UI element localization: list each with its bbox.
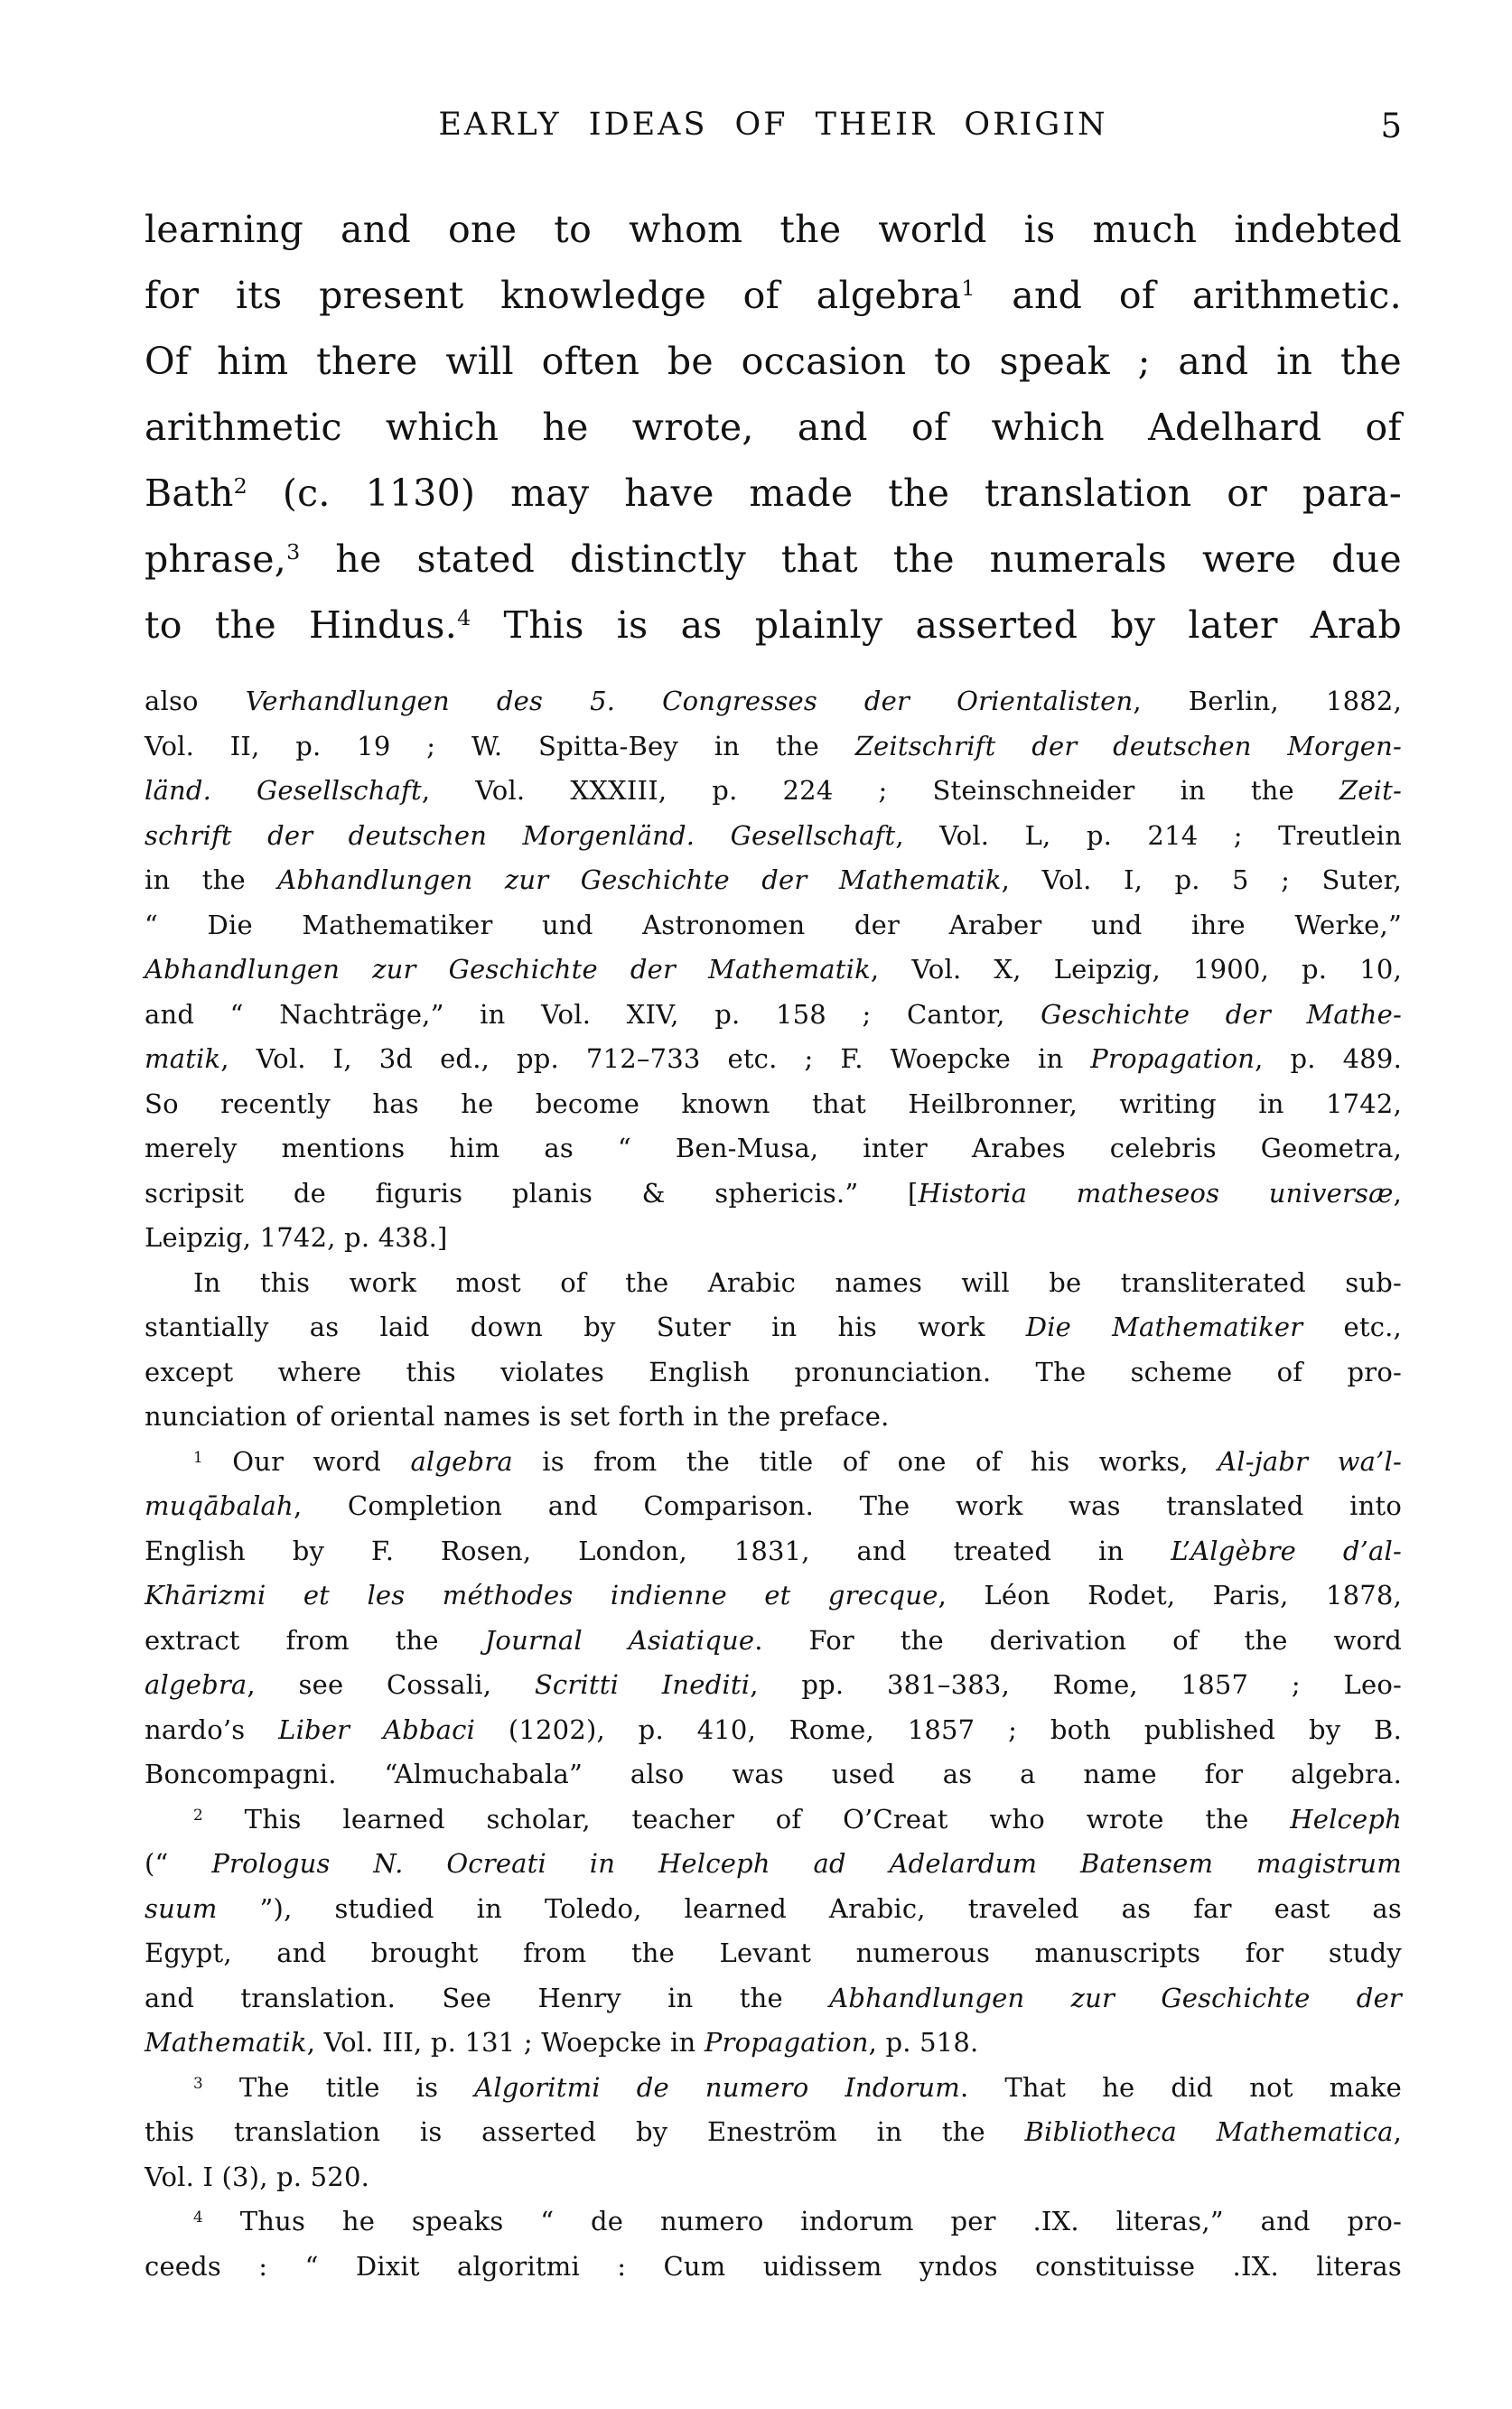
text-line [145, 1573, 1402, 1619]
text-line [145, 1440, 1402, 1485]
text-run: Boncompagni. “Almuchabala” also was used as a name for algebra. [145, 1759, 1402, 1789]
text-line [145, 948, 1402, 993]
text-run: Our word [202, 1445, 411, 1477]
italic-text: matik [145, 1043, 221, 1074]
text-run: nunciation of oriental names is set forth in the preface. [145, 1401, 890, 1432]
text-run: stantially as laid down by Suter in his work [145, 1312, 1026, 1342]
text-line [145, 1126, 1402, 1172]
text-run: . That he did not make [959, 2071, 1402, 2103]
italic-text: Zeit- [1339, 775, 1402, 806]
text-run: nardo’s [145, 1713, 279, 1745]
text-line [145, 1395, 1402, 1440]
text-run: , see Cossali, [247, 1669, 535, 1700]
text-run: (“ [145, 1848, 212, 1879]
italic-text: algebra [145, 1669, 247, 1700]
main-text [145, 197, 1402, 658]
footnote-reference: 4 [193, 2208, 203, 2226]
footnote-reference: 2 [233, 473, 248, 499]
italic-text: Verhandlungen des 5. Congresses der Orientalisten [245, 686, 1134, 716]
text-run: scripsit de figuris planis & sphericis.” [ [145, 1177, 919, 1209]
text-line [145, 1752, 1402, 1797]
italic-text: Scritti Inediti [534, 1669, 751, 1700]
text-line [145, 2021, 1402, 2066]
italic-text: Bibliotheca Mathematica [1024, 2116, 1394, 2147]
italic-text: Historia matheseos universæ [918, 1177, 1394, 1209]
text-run: English by F. Rosen, London, 1831, and treated in [145, 1535, 1171, 1566]
italic-text: L’Algèbre d’al- [1171, 1535, 1402, 1566]
italic-text: Propagation [1090, 1043, 1255, 1074]
text-line [145, 1663, 1402, 1708]
italic-text: muqābalah [145, 1490, 294, 1521]
text-run: (1202), p. 410, Rome, 1857 ; both published by B. [475, 1713, 1402, 1745]
text-run: is from the title of one of his works, [512, 1445, 1218, 1477]
text-line [145, 679, 1402, 724]
text-line [145, 2066, 1402, 2111]
text-line [145, 1172, 1402, 1217]
italic-text: Al-jabr wa’l- [1218, 1445, 1402, 1477]
text-line [145, 1708, 1402, 1753]
text-run: “ Die Mathematiker und Astronomen der Araber und ihre Werke,” [145, 909, 1402, 940]
text-run: learning and one to whom the world is much indebted [145, 208, 1402, 251]
footnote-reference: 2 [193, 1805, 203, 1824]
italic-text: Abhandlungen zur Geschichte der [829, 1982, 1402, 2013]
text-run: merely mentions him as “ Ben-Musa, inter Arabes celebris Geometra, [145, 1133, 1402, 1163]
text-run: also [145, 686, 246, 716]
text-run: Thus he speaks “ de numero indorum per .IX. literas,” and pro- [202, 2206, 1402, 2236]
italic-text: länd. Gesellschaft [145, 775, 422, 806]
text-line [145, 858, 1402, 903]
text-run: for its present knowledge of algebra [145, 274, 962, 317]
text-line [145, 1931, 1402, 1976]
text-line [145, 903, 1402, 948]
text-line [145, 263, 1402, 329]
text-run: In this work most of the Arabic names will be transliterated sub- [193, 1266, 1402, 1298]
italic-text: Liber Abbaci [278, 1713, 476, 1745]
footnote-reference: 4 [457, 605, 471, 630]
text-run: This learned scholar, teacher of O’Creat who wrote the [202, 1803, 1291, 1835]
text-run: , p. 489. [1255, 1043, 1402, 1074]
text-line [145, 1216, 1402, 1261]
text-run: extract from the [145, 1624, 485, 1656]
text-line [145, 814, 1402, 859]
text-line [145, 993, 1402, 1038]
text-line [145, 593, 1402, 658]
text-line [145, 2155, 1402, 2200]
text-run: , Berlin, 1882, [1133, 686, 1402, 716]
text-line [145, 1842, 1402, 1887]
italic-text: Helceph [1290, 1803, 1402, 1835]
text-run: , p. 518. [868, 2027, 979, 2058]
text-line [145, 1976, 1402, 2022]
text-run: , [1393, 2116, 1402, 2147]
text-run: , Vol. L, p. 214 ; Treutlein [895, 819, 1402, 851]
text-run: (c. 1130) may have made the translation or para- [247, 472, 1402, 515]
text-run: ”), studied in Toledo, learned Arabic, traveled as far east as [217, 1892, 1402, 1924]
text-run: , Léon Rodet, Paris, 1878, [938, 1580, 1402, 1611]
running-head-title: EARLY IDEAS OF THEIR ORIGIN [438, 107, 1108, 143]
text-line [145, 329, 1402, 395]
italic-text: Algoritmi de numero Indorum [474, 2071, 960, 2103]
italic-text: algebra [410, 1445, 513, 1477]
text-run: phrase, [145, 537, 287, 581]
italic-text: Mathematik [145, 2027, 307, 2058]
italic-text: suum [145, 1892, 218, 1924]
italic-text: Prologus N. Ocreati in Helceph ad Adelardum Batensem magistrum [211, 1848, 1402, 1879]
text-run: , Vol. I, 3d ed., pp. 712–733 etc. ; F. Woepcke in [220, 1043, 1091, 1074]
text-run: So recently has he become known that Heilbronner, writing in 1742, [145, 1088, 1402, 1119]
text-line [145, 197, 1402, 263]
text-run: . For the derivation of the word [754, 1624, 1402, 1656]
italic-text: Propagation [704, 2027, 869, 2058]
text-run: , Completion and Comparison. The work was translated into [293, 1490, 1402, 1521]
text-run: Bath [145, 472, 234, 515]
text-line [145, 1887, 1402, 1932]
text-run: arithmetic which he wrote, and of which Adelhard of [145, 406, 1402, 449]
text-run: and “ Nachträge,” in Vol. XIV, p. 158 ; Cantor, [145, 998, 1041, 1030]
text-line [145, 461, 1402, 527]
text-line [145, 527, 1402, 593]
text-line [145, 1797, 1402, 1843]
text-run: he stated distinctly that the numerals were due [300, 537, 1402, 581]
text-run: in the [145, 864, 278, 895]
text-run: , pp. 381–383, Rome, 1857 ; Leo- [750, 1669, 1402, 1700]
italic-text: Journal Asiatique [484, 1624, 755, 1656]
text-line [145, 1261, 1402, 1306]
text-line [145, 1305, 1402, 1350]
italic-text: schrift der deutschen Morgenländ. Gesellschaft [145, 819, 896, 851]
text-line [145, 1529, 1402, 1574]
italic-text: Zeitschrift der deutschen Morgen- [854, 730, 1402, 761]
text-run: , Vol. III, p. 131 ; Woepcke in [306, 2027, 705, 2058]
italic-text: Abhandlungen zur Geschichte der Mathematik [145, 954, 871, 985]
text-run: this translation is asserted by Eneström in the [145, 2116, 1025, 2147]
text-run: The title is [202, 2071, 475, 2103]
footnote-reference: 3 [286, 539, 301, 565]
text-run: Of him there will often be occasion to speak ; and in the [145, 340, 1402, 383]
text-line [145, 2199, 1402, 2245]
text-run: except where this violates English pronunciation. The scheme of pro- [145, 1356, 1402, 1387]
footnotes [145, 679, 1402, 2289]
text-line [145, 769, 1402, 814]
footnote-reference: 1 [961, 275, 975, 301]
footnote-reference: 3 [193, 2073, 203, 2092]
text-run: , [1393, 1177, 1402, 1209]
text-line [145, 395, 1402, 461]
page-number: 5 [1380, 107, 1402, 145]
text-line [145, 1350, 1402, 1396]
text-run: Vol. II, p. 19 ; W. Spitta-Bey in the [145, 730, 855, 761]
italic-text: Abhandlungen zur Geschichte der Mathematik [277, 864, 1002, 895]
text-run: Egypt, and brought from the Levant numerous manuscripts for study [145, 1937, 1402, 1968]
footnote-reference: 1 [193, 1447, 203, 1466]
text-line [145, 1037, 1402, 1082]
text-run: etc., [1302, 1312, 1402, 1342]
text-run: and translation. See Henry in the [145, 1982, 830, 2013]
text-line [145, 2110, 1402, 2155]
running-head [145, 107, 1402, 161]
text-run: , Vol. I, p. 5 ; Suter, [1001, 864, 1402, 895]
italic-text: Die Mathematiker [1025, 1312, 1303, 1342]
text-run: and of arithmetic. [975, 274, 1403, 317]
text-line [145, 724, 1402, 770]
text-run: to the Hindus. [145, 603, 458, 647]
text-line [145, 1082, 1402, 1127]
text-run: , Vol. XXXIII, p. 224 ; Steinschneider in the [421, 775, 1339, 806]
text-run: This is as plainly asserted by later Arab [471, 603, 1402, 647]
italic-text: Geschichte der Mathe- [1041, 998, 1403, 1030]
text-line [145, 2245, 1402, 2290]
text-line [145, 1619, 1402, 1664]
text-line [145, 1484, 1402, 1529]
text-run: , Vol. X, Leipzig, 1900, p. 10, [870, 954, 1402, 985]
text-run: Vol. I (3), p. 520. [145, 2161, 370, 2192]
italic-text: Khārizmi et les méthodes indienne et grecque [145, 1580, 938, 1611]
text-run: ceeds : “ Dixit algoritmi : Cum uidissem yndos constituisse .IX. literas [145, 2250, 1402, 2282]
text-run: Leipzig, 1742, p. 438.] [145, 1222, 448, 1253]
